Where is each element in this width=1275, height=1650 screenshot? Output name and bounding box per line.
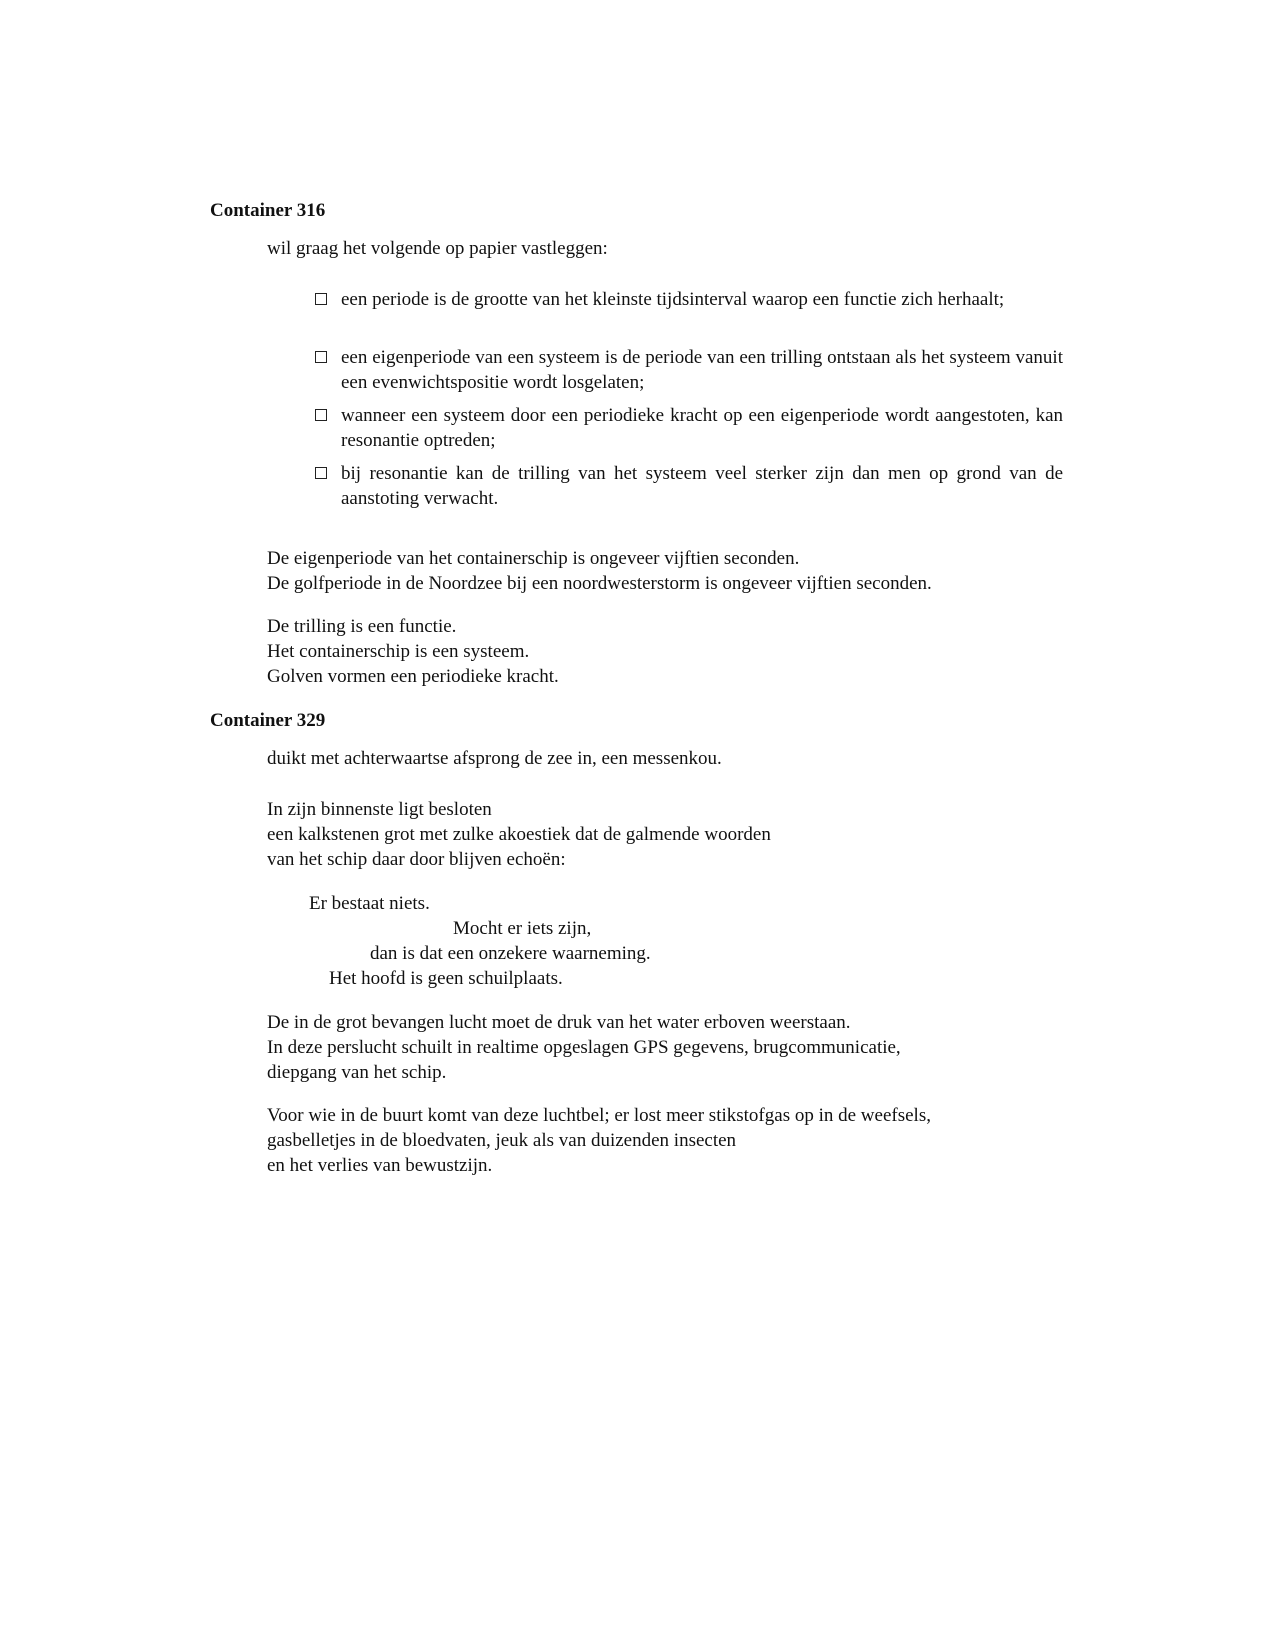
echo-line: Er bestaat niets. [309, 893, 430, 914]
echo-line: Het hoofd is geen schuilplaats. [329, 968, 563, 989]
section-heading: Container 316 [210, 200, 326, 221]
section-intro: duikt met achterwaartse afsprong de zee in, een messenkou. [267, 748, 722, 769]
section-heading: Container 329 [210, 710, 326, 731]
checkbox-icon [315, 409, 327, 421]
echo-line: dan is dat een onzekere waarneming. [370, 943, 651, 964]
section-intro: wil graag het volgende op papier vastleggen: [267, 238, 608, 259]
text-line: In zijn binnenste ligt besloten [267, 799, 492, 820]
text-line: gasbelletjes in de bloedvaten, jeuk als van duizenden insecten [267, 1130, 737, 1151]
checklist-item [315, 461, 1063, 511]
text-line: In deze perslucht schuilt in realtime opgeslagen GPS gegevens, brugcommunicatie, [267, 1037, 901, 1058]
checklist-item-text: een periode is de grootte van het kleinste tijdsinterval waarop een functie zich herhaalt; [341, 289, 1005, 310]
text-line: van het schip daar door blijven echoën: [267, 849, 566, 870]
checklist-item-text: een eigenperiode van een systeem is de periode van een trilling ontstaan als het systeem vanuit een evenwichtspositie wordt losgelaten; [341, 347, 1063, 393]
text-line: De trilling is een functie. [267, 616, 457, 637]
text-line: De eigenperiode van het containerschip is ongeveer vijftien seconden. [267, 548, 800, 569]
checkbox-icon [315, 351, 327, 363]
text-line: en het verlies van bewustzijn. [267, 1155, 493, 1176]
text-line: een kalkstenen grot met zulke akoestiek dat de galmende woorden [267, 824, 771, 845]
checkbox-icon [315, 293, 327, 305]
text-line: De golfperiode in de Noordzee bij een noordwesterstorm is ongeveer vijftien seconden. [267, 573, 932, 594]
checklist-item [315, 403, 1063, 453]
text-line: Golven vormen een periodieke kracht. [267, 666, 559, 687]
checklist-item [315, 287, 1063, 312]
checkbox-icon [315, 467, 327, 479]
checklist-item-text: wanneer een systeem door een periodieke kracht op een eigenperiode wordt aangestoten, kan resonantie optreden; [341, 405, 1063, 451]
text-line: Voor wie in de buurt komt van deze luchtbel; er lost meer stikstofgas op in de weefsels, [267, 1105, 931, 1126]
text-line: diepgang van het schip. [267, 1062, 447, 1083]
text-line: De in de grot bevangen lucht moet de druk van het water erboven weerstaan. [267, 1012, 851, 1033]
checklist-item-text: bij resonantie kan de trilling van het systeem veel sterker zijn dan men op grond van de aanstoting verwacht. [341, 463, 1063, 509]
echo-line: Mocht er iets zijn, [453, 918, 592, 939]
checklist-item [315, 345, 1063, 395]
text-line: Het containerschip is een systeem. [267, 641, 530, 662]
